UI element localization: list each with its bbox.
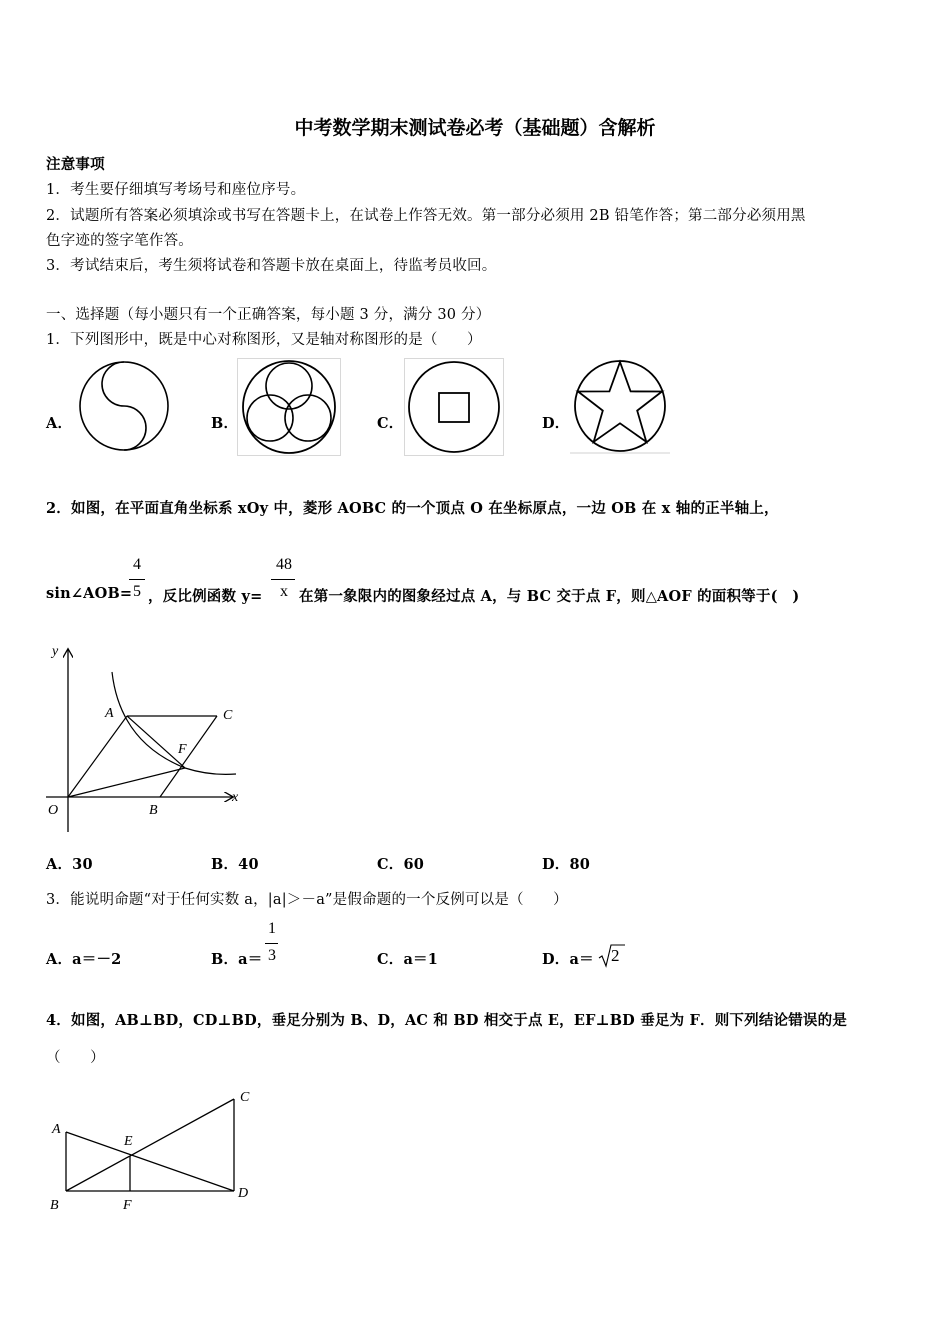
q2-fraction-1-denominator: 5 [133,583,141,600]
q2-fraction-1-bar [129,579,145,580]
q1-option-a-figure-yinyang [76,360,172,456]
notice-heading: 注意事项 [46,156,105,173]
q2-label-o: O [48,803,59,818]
q3-option-d-prefix: D．a＝ [542,951,594,968]
question-4-text: 4．如图，AB⊥BD，CD⊥BD，垂足分别为 B、D，AC 和 BD 相交于点 E，EF⊥BD 垂足为 F．则下列结论错误的是 [46,1012,848,1029]
q3-option-b-prefix: B．a＝ [211,951,263,968]
q2-label-a: A [105,706,114,721]
q4-label-a: A [52,1122,61,1137]
q4-label-b: B [50,1198,59,1213]
q1-option-c-label: C． [377,415,404,432]
q2-fraction-1-numerator: 4 [133,556,141,573]
q2-label-c: C [223,708,233,723]
question-4-text-cont: （ ） [46,1050,105,1066]
q2-label-y: y [52,644,59,659]
q3-option-b-bar [265,943,278,944]
q2-fraction-2-numerator: 48 [276,556,292,573]
q2-label-b: B [149,803,158,818]
q1-option-c-figure-coin [404,358,504,456]
q2-label-f: F [178,742,187,757]
q2-option-b: B．40 [211,856,259,873]
section-heading: 一、选择题（每小题只有一个正确答案，每小题 3 分，满分 30 分） [46,307,491,323]
q2-option-d: D．80 [542,856,591,873]
q2-middle-text: ，反比例函数 y= [148,588,263,605]
q2-figure-rhombus [40,642,250,834]
q2-label-x: x [232,790,239,805]
page-title: 中考数学期末测试卷必考（基础题）含解析 [294,117,656,139]
q4-label-d: D [238,1186,249,1201]
q1-option-a-label: A． [46,415,73,432]
q2-fraction-2-bar [271,579,295,580]
q1-option-b-figure-three-arcs [237,358,341,456]
question-3-text: 3．能说明命题“对于任何实数 a，|a|＞－a”是假命题的一个反例可以是（ ） [46,892,568,908]
q4-figure [44,1085,264,1215]
notice-item-1: 1．考生要仔细填写考场号和座位序号。 [46,182,306,198]
q1-option-d-label: D． [542,415,570,432]
q1-option-d-figure-star [570,358,670,454]
q3-option-d-radicand: 2 [611,946,620,965]
q3-option-b-numerator: 1 [268,920,276,937]
notice-item-2: 2．试题所有答案必须填涂或书写在答题卡上，在试卷上作答无效。第一部分必须用 2B 铅笔作答；第二部分必须用黑 [46,208,806,224]
notice-item-3: 3．考试结束后，考生须将试卷和答题卡放在桌面上，待监考员收回。 [46,258,497,274]
q2-option-a: A．30 [46,856,93,873]
q3-option-b-denominator: 3 [268,947,276,964]
q4-label-c: C [240,1090,250,1105]
q4-label-f: F [123,1198,132,1213]
q2-sin-prefix: sin∠AOB= [46,585,133,602]
q2-option-c: C．60 [377,856,425,873]
q1-option-b-label: B． [211,415,239,432]
q3-option-c: C．a＝1 [377,951,439,968]
q3-option-a: A．a＝－2 [46,951,122,968]
notice-item-2-cont: 色字迹的签字笔作答。 [46,233,193,249]
q2-tail-text: 在第一象限内的图象经过点 A，与 BC 交于点 F，则△AOF 的面积等于( ) [299,588,800,605]
question-2-text: 2．如图，在平面直角坐标系 xOy 中，菱形 AOBC 的一个顶点 O 在坐标原点，一边 OB 在 x 轴的正半轴上， [46,500,779,517]
question-1-text: 1．下列图形中，既是中心对称图形，又是轴对称图形的是（ ） [46,332,482,348]
q4-label-e: E [124,1134,133,1149]
q2-fraction-2-denominator: x [280,583,288,600]
